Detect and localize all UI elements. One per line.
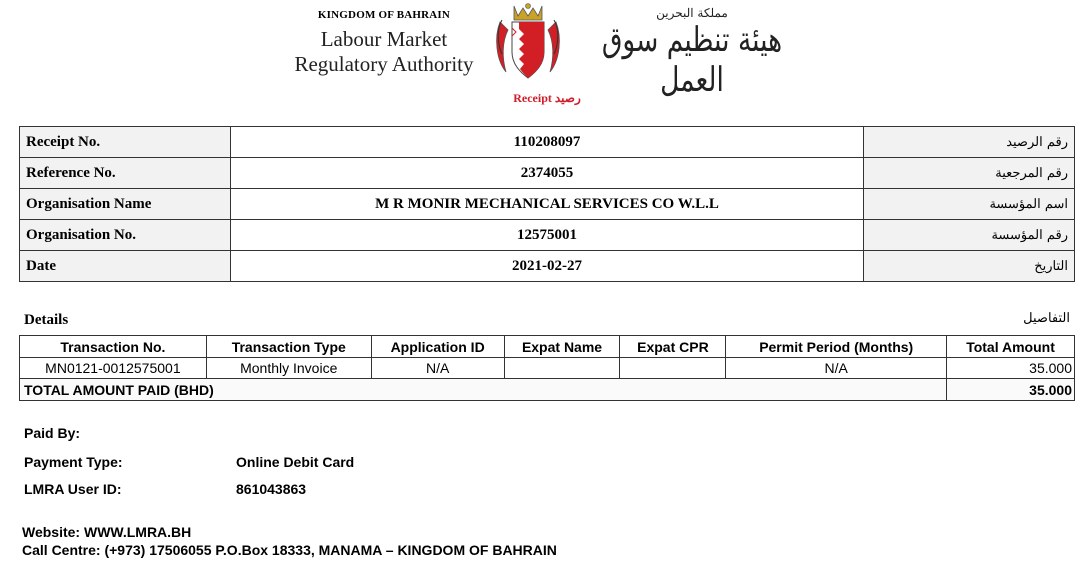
table-cell: N/A bbox=[371, 358, 504, 379]
org-name-arabic-text: هيئة تنظيم سوق العمل bbox=[601, 20, 783, 100]
column-header: Permit Period (Months) bbox=[726, 336, 947, 358]
org-name-english bbox=[280, 10, 488, 77]
column-header: Transaction Type bbox=[206, 336, 371, 358]
column-header: Expat Name bbox=[504, 336, 620, 358]
details-table bbox=[19, 335, 1075, 401]
org-name-line2: Regulatory Authority bbox=[294, 52, 474, 76]
info-label: Organisation No. bbox=[20, 220, 231, 251]
receipt-info-table bbox=[19, 126, 1075, 282]
info-row bbox=[20, 251, 1075, 282]
table-cell: MN0121-0012575001 bbox=[20, 358, 207, 379]
total-row bbox=[20, 379, 1075, 401]
total-value: 35.000 bbox=[947, 379, 1075, 401]
info-value: 12575001 bbox=[231, 220, 864, 251]
table-cell: N/A bbox=[726, 358, 947, 379]
table-cell bbox=[504, 358, 620, 379]
info-value: 2374055 bbox=[231, 158, 864, 189]
info-label: Organisation Name bbox=[20, 189, 231, 220]
payment-type-label: Payment Type: bbox=[24, 454, 123, 470]
info-label-arabic: رقم المرجعية bbox=[864, 158, 1075, 189]
column-header: Transaction No. bbox=[20, 336, 207, 358]
info-row bbox=[20, 158, 1075, 189]
org-name-arabic bbox=[572, 6, 812, 100]
receipt-title: Receipt رصيد bbox=[513, 91, 581, 105]
bahrain-emblem-icon bbox=[492, 2, 564, 84]
details-title-arabic: التفاصيل bbox=[1023, 311, 1070, 326]
payment-type-value: Online Debit Card bbox=[236, 454, 355, 470]
info-label-arabic: رقم المؤسسة bbox=[864, 220, 1075, 251]
info-row bbox=[20, 220, 1075, 251]
total-label: TOTAL AMOUNT PAID (BHD) bbox=[20, 379, 947, 401]
org-name-line1: Labour Market bbox=[320, 27, 448, 51]
info-label-arabic: رقم الرصيد bbox=[864, 127, 1075, 158]
info-value: 2021-02-27 bbox=[231, 251, 864, 282]
lmra-user-value: 861043863 bbox=[236, 481, 307, 497]
footer bbox=[22, 523, 557, 559]
paid-by-label: Paid By: bbox=[24, 425, 81, 441]
info-label: Reference No. bbox=[20, 158, 231, 189]
payment-type-row bbox=[24, 454, 354, 470]
info-label: Date bbox=[20, 251, 231, 282]
table-cell: 35.000 bbox=[947, 358, 1075, 379]
table-row bbox=[20, 358, 1075, 379]
column-header: Expat CPR bbox=[620, 336, 726, 358]
info-label-arabic: اسم المؤسسة bbox=[864, 189, 1075, 220]
info-row bbox=[20, 127, 1075, 158]
lmra-user-row bbox=[24, 481, 306, 497]
info-row bbox=[20, 189, 1075, 220]
website-text: Website: WWW.LMRA.BH bbox=[22, 524, 192, 540]
call-centre-text: Call Centre: (+973) 17506055 P.O.Box 18333, MANAMA – KINGDOM OF BAHRAIN bbox=[22, 542, 557, 558]
info-value: M R MONIR MECHANICAL SERVICES CO W.L.L bbox=[231, 189, 864, 220]
details-title: Details bbox=[24, 312, 69, 328]
table-cell: Monthly Invoice bbox=[206, 358, 371, 379]
column-header: Total Amount bbox=[947, 336, 1075, 358]
column-header: Application ID bbox=[371, 336, 504, 358]
info-label: Receipt No. bbox=[20, 127, 231, 158]
table-cell bbox=[620, 358, 726, 379]
info-label-arabic: التاريخ bbox=[864, 251, 1075, 282]
lmra-user-label: LMRA User ID: bbox=[24, 481, 122, 497]
kingdom-label-arabic: مملكة البحرين bbox=[656, 6, 728, 20]
document-header bbox=[0, 0, 1085, 110]
info-value: 110208097 bbox=[231, 127, 864, 158]
kingdom-label: KINGDOM OF BAHRAIN bbox=[317, 9, 451, 21]
